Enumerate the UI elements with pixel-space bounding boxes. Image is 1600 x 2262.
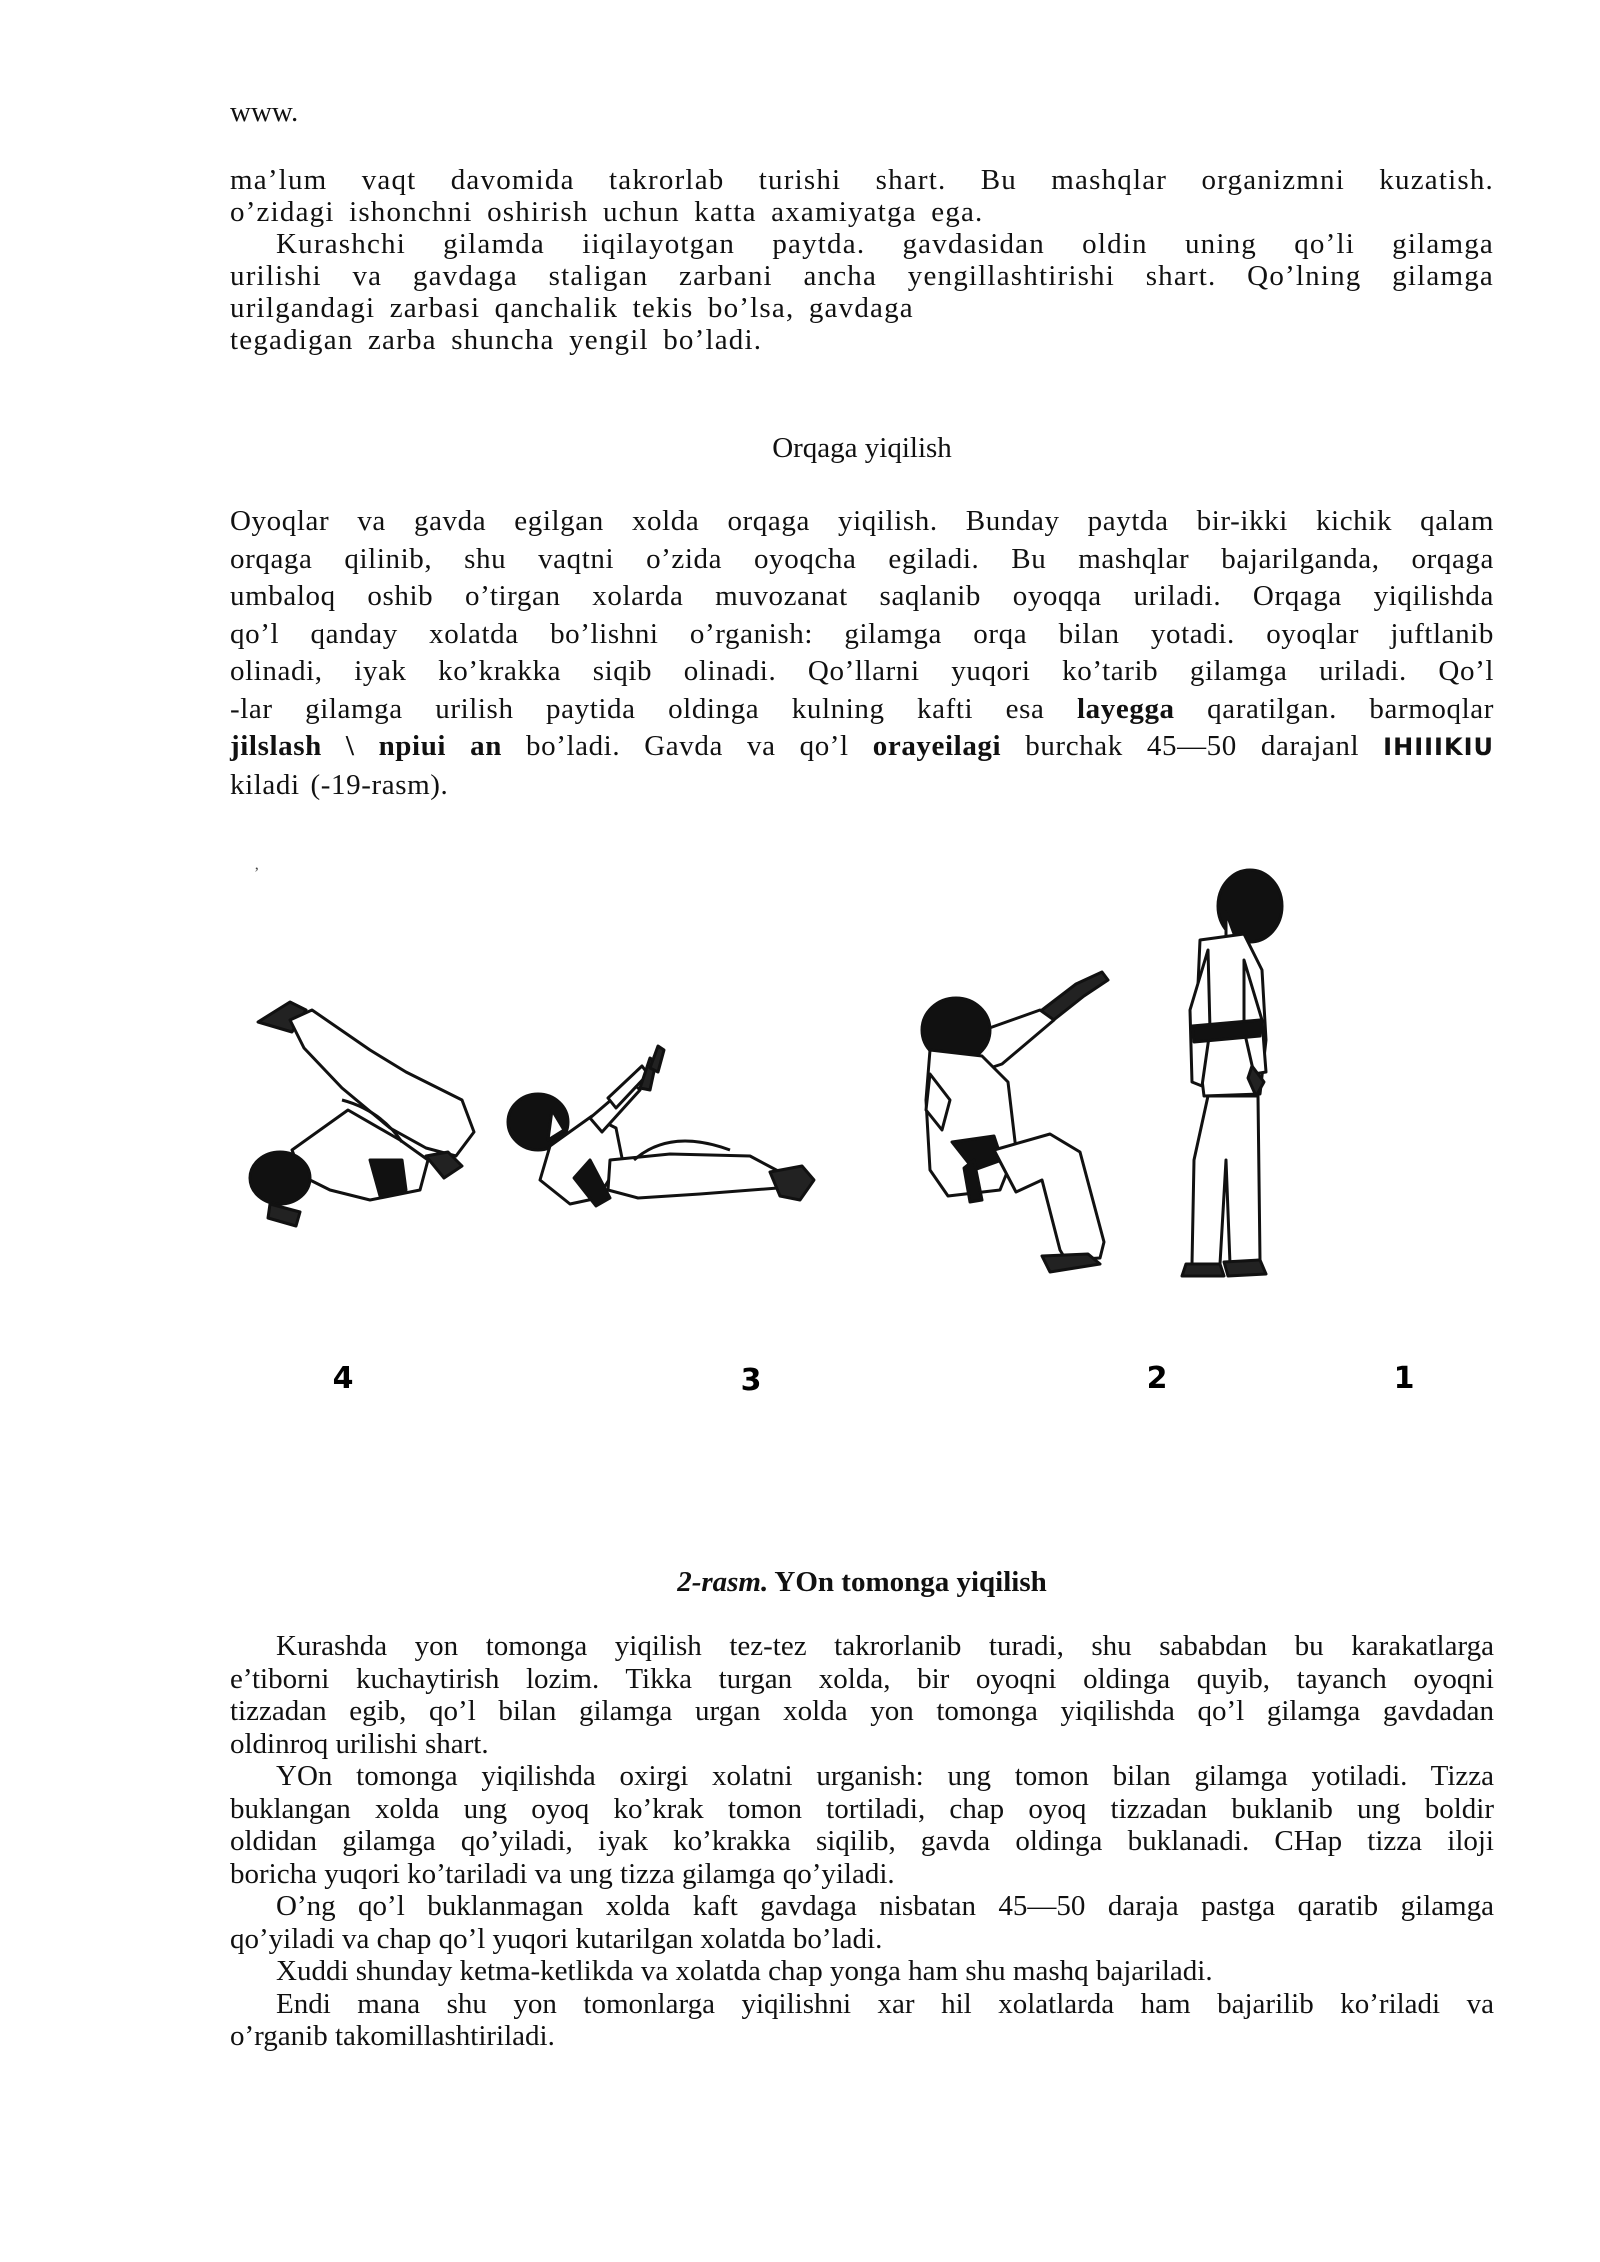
judo-fall-illustration (230, 860, 1494, 1420)
figure-label-1: 1 (1393, 1361, 1415, 1396)
text-line: urilishi va gavdaga staligan zarbani ancha yengillashtirishi shart. Qo’lning gilamga (230, 260, 1494, 292)
text-line: urilgandagi zarbasi qanchalik tekis bo’lsa, gavdaga (230, 292, 914, 324)
text-line: O’ng qo’l buklanmagan xolda kaft gavdaga nisbatan 45—50 daraja pastga qaratib gilamga (276, 1890, 1494, 1922)
figure-1-standing (1182, 870, 1282, 1276)
text-line: o’rganib takomillashtiriladi. (230, 2020, 555, 2052)
figure-label-2: 2 (1146, 1361, 1168, 1396)
figure-caption (0, 1566, 1600, 1599)
caption-title: YOn tomonga yiqilish (768, 1566, 1047, 1598)
text-run: qaratilgan. barmoqlar (1174, 692, 1494, 725)
figure-2-squatting (922, 972, 1108, 1272)
text-run: bo’ladi. Gavda va qo’l (501, 730, 873, 762)
caption-number: 2-rasm. (677, 1566, 769, 1598)
side-fall-paragraph (230, 1630, 1494, 2053)
text-line: kiladi (-19-rasm). (230, 768, 449, 801)
bold-term: orayeilagi (872, 730, 1002, 762)
text-line: buklangan xolda ung oyoq ko’krak tomon tortiladi, chap oyoq tizzadan buklanib ung boldir (230, 1792, 1494, 1825)
bold-term: jilslash \ npiui an (230, 730, 502, 762)
figure-4-rolling (250, 1002, 474, 1226)
text-line: oldinroq urilishi shart. (230, 1727, 489, 1760)
figure-label-4: 4 (332, 1361, 354, 1396)
stray-mark: ’ (254, 865, 260, 882)
text-line: YOn tomonga yiqilishda oxirgi xolatni urganish: ung tomon bilan gilamga yotiladi. Tizza (276, 1760, 1494, 1792)
text-line: boricha yuqori ko’tariladi va ung tizza gilamga qo’yiladi. (230, 1857, 895, 1890)
backward-fall-paragraph (230, 503, 1494, 804)
text-line: umbaloq oshib o’tirgan xolarda muvozanat saqlanib oyoqqa uriladi. Orqaga yiqilishda (230, 580, 1494, 612)
text-line (230, 728, 1494, 767)
bold-term: layegga (1077, 692, 1175, 725)
text-line: Oyoqlar va gavda egilgan xolda orqaga yiqilish. Bunday paytda bir-ikki kichik qalam (230, 505, 1494, 537)
text-line (230, 691, 1494, 729)
text-line: o’zidagi ishonchni oshirish uchun katta axamiyatga ega. (230, 196, 984, 228)
text-line: e’tiborni kuchaytirish lozim. Tikka turgan xolda, bir oyoqni oldinga quyib, tayanch oyoqni (230, 1662, 1494, 1695)
text-line: tegadigan zarba shuncha yengil bo’ladi. (230, 324, 763, 356)
text-line: olinadi, iyak ko’krakka siqib olinadi. Qo’llarni yuqori ko’tarib gilamga uriladi. Qo’l (230, 655, 1494, 687)
garbled-term: IHIIIKIU (1383, 733, 1494, 761)
text-line: Endi mana shu yon tomonlarga yiqilishni xar hil xolatlarda ham bajarilib ko’riladi va (276, 1987, 1494, 2020)
text-line: ma’lum vaqt davomida takrorlab turishi shart. Bu mashqlar organizmni kuzatish. (230, 164, 1494, 196)
text-line: orqaga qilinib, shu vaqtni o’zida oyoqcha egiladi. Bu mashqlar bajarilganda, orqaga (230, 542, 1494, 575)
page-header: www. (230, 96, 299, 128)
section-heading: Orqaga yiqilish (772, 432, 952, 464)
figure-label-3: 3 (740, 1363, 762, 1398)
text-line: oldidan gilamga qo’yiladi, iyak ko’krakka siqilib, gavda oldinga buklanadi. CHap tizza iloji (230, 1825, 1494, 1857)
intro-paragraph (230, 164, 1494, 356)
text-run: -lar gilamga urilish paytida oldinga kulning kafti esa (230, 692, 1078, 725)
text-line: Xuddi shunday ketma-ketlikda va xolatda chap yonga ham shu mashq bajariladi. (276, 1955, 1213, 1987)
text-run: burchak 45—50 darajanl (1001, 730, 1384, 762)
text-line: Kurashchi gilamda iiqilayotgan paytda. gavdasidan oldin uning qo’li gilamga (276, 228, 1494, 260)
figure-3-sitting (508, 1046, 814, 1206)
text-line: qo’l qanday xolatda bo’lishni o’rganish: gilamga orqa bilan yotadi. oyoqlar juftlanib (230, 617, 1494, 650)
text-line: qo’yiladi va chap qo’l yuqori kutarilgan xolatda bo’ladi. (230, 1922, 883, 1955)
text-line: Kurashda yon tomonga yiqilish tez-tez takrorlanib turadi, shu sababdan bu karakatlarga (276, 1630, 1494, 1662)
text-line: tizzadan egib, qo’l bilan gilamga urgan xolda yon tomonga yiqilishda qo’l gilamga gavdadan (230, 1695, 1494, 1727)
